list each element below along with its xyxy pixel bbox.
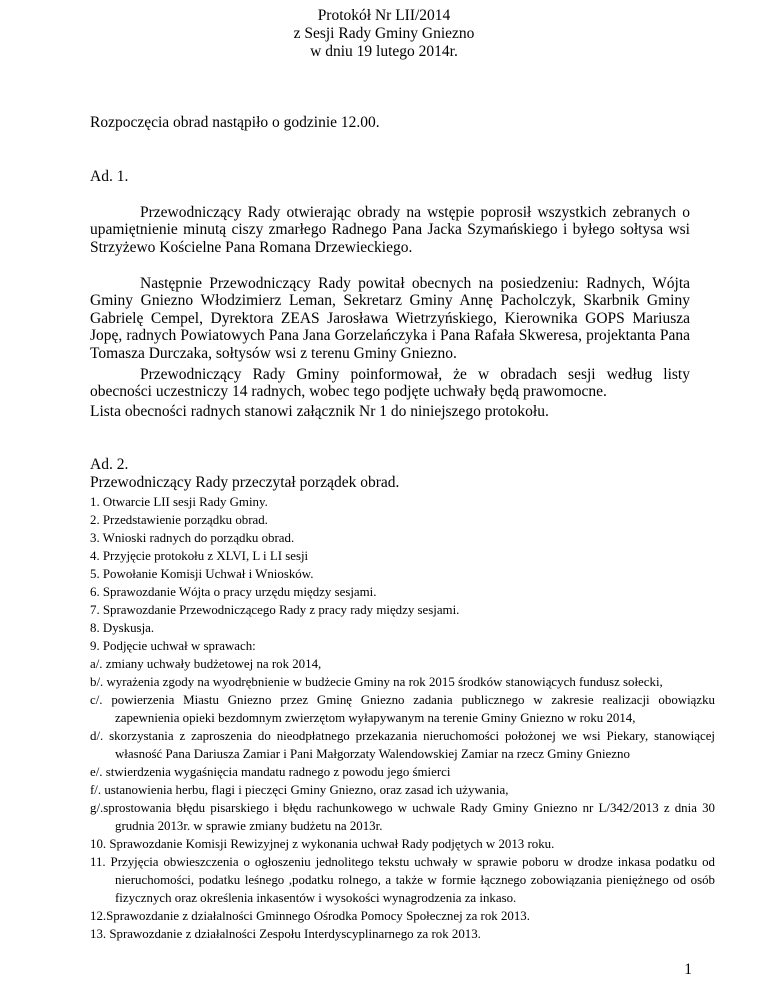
agenda-item: 8. Dyskusja. xyxy=(90,621,155,635)
agenda-subitem: g/.sprostowania błędu pisarskiego i błędu rachunkowego w uchwale Rady Gminy Gniezno nr L/342/2013 z dnia 30 grudnia 2013r. w sprawie zmiany budżetu na 2013r. xyxy=(90,801,715,834)
ad2-intro: Przewodniczący Rady przeczytał porządek obrad. xyxy=(90,474,400,491)
ad1-paragraph-1: Przewodniczący Rady otwierając obrady na wstępie poprosił wszystkich zebranych o upamiętnienie minutą ciszy zmarłego Radnego Pana Jacka Szymańskiego i byłego sołtysa wsi Strzyżewo Kościelne Pana Romana Drzewieckiego. xyxy=(90,204,690,256)
ad1-heading: Ad. 1. xyxy=(90,168,129,185)
session-date: w dniu 19 lutego 2014r. xyxy=(310,43,458,60)
agenda-item: 9. Podjęcie uchwał w sprawach: xyxy=(90,639,256,653)
agenda-item: 3. Wnioski radnych do porządku obrad. xyxy=(90,531,295,545)
ad1-paragraph-4: Lista obecności radnych stanowi załącznik Nr 1 do niniejszego protokołu. xyxy=(90,403,549,420)
agenda-item: 5. Powołanie Komisji Uchwał i Wniosków. xyxy=(90,567,314,581)
agenda-item: 13. Sprawozdanie z działalności Zespołu Interdyscyplinarnego za rok 2013. xyxy=(90,927,481,941)
agenda-item: 12.Sprawozdanie z działalności Gminnego Ośrodka Pomocy Społecznej za rok 2013. xyxy=(90,909,530,923)
agenda-item: 11. Przyjęcia obwieszczenia o ogłoszeniu jednolitego tekstu uchwały w sprawie poboru w drodze inkasa podatku od nieruchomości, podatku leśnego ,podatku rolnego, a także w formie łącznego zobowiązania pieniężnego od osób fizycznych oraz określenia inkasentów i wysokości wynagrodzenia za inkaso. xyxy=(90,855,715,906)
agenda-item: 2. Przedstawienie porządku obrad. xyxy=(90,513,268,527)
agenda-subitem: c/. powierzenia Miastu Gniezno przez Gminę Gniezno zadania publicznego w zakresie realizacji obowiązku zapewnienia opieki bezdomnym zwierzętom wyłapywanym na terenie Gminy Gniezno w roku 2014, xyxy=(90,693,715,726)
page-number: 1 xyxy=(684,961,692,978)
agenda-item: 7. Sprawozdanie Przewodniczącego Rady z pracy rady między sesjami. xyxy=(90,603,460,617)
ad1-paragraph-2: Następnie Przewodniczący Rady powitał obecnych na posiedzeniu: Radnych, Wójta Gminy Gniezno Włodzimierz Leman, Sekretarz Gminy Annę Pacholczyk, Skarbnik Gminy Gabrielę Cempel, Dyrektora ZEAS Jarosława Wietrzyńskiego, Kierownika GOPS Mariusza Jopę, radnych Powiatowych Pana Jana Gorzelańczyka i Pana Rafała Skweresa, projektanta Pana Tomasza Durczaka, sołtysów wsi z terenu Gminy Gniezno. xyxy=(90,275,690,362)
ad2-heading: Ad. 2. xyxy=(90,456,129,473)
opening-time: Rozpoczęcia obrad nastąpiło o godzinie 12.00. xyxy=(90,114,380,131)
ad1-paragraph-3: Przewodniczący Rady Gminy poinformował, że w obradach sesji według listy obecności uczestniczy 14 radnych, wobec tego podjęte uchwały będą prawomocne. xyxy=(90,366,690,401)
agenda-subitem: a/. zmiany uchwały budżetowej na rok 2014, xyxy=(90,657,322,671)
agenda-item: 10. Sprawozdanie Komisji Rewizyjnej z wykonania uchwał Rady podjętych w 2013 roku. xyxy=(90,837,555,851)
session-subtitle: z Sesji Rady Gminy Gniezno xyxy=(293,25,475,42)
agenda-item: 6. Sprawozdanie Wójta o pracy urzędu między sesjami. xyxy=(90,585,377,599)
agenda-subitem: e/. stwierdzenia wygaśnięcia mandatu radnego z powodu jego śmierci xyxy=(90,765,451,779)
agenda-item: 4. Przyjęcie protokołu z XLVI, L i LI sesji xyxy=(90,549,309,563)
agenda-subitem: f/. ustanowienia herbu, flagi i pieczęci Gminy Gniezno, oraz zasad ich używania, xyxy=(90,783,509,797)
agenda-subitem: d/. skorzystania z zaproszenia do nieodpłatnego przekazania nieruchomości położonej we wsi Piekary, stanowiącej własność Pana Dariusza Zamiar i Pani Małgorzaty Walendowskiej Zamiar na rzecz Gminy Gniezno xyxy=(90,729,715,762)
protocol-title: Protokół Nr LII/2014 xyxy=(317,7,451,24)
agenda-item: 1. Otwarcie LII sesji Rady Gminy. xyxy=(90,495,268,509)
agenda-subitem: b/. wyrażenia zgody na wyodrębnienie w budżecie Gminy na rok 2015 środków stanowiących fundusz sołecki, xyxy=(90,675,663,689)
